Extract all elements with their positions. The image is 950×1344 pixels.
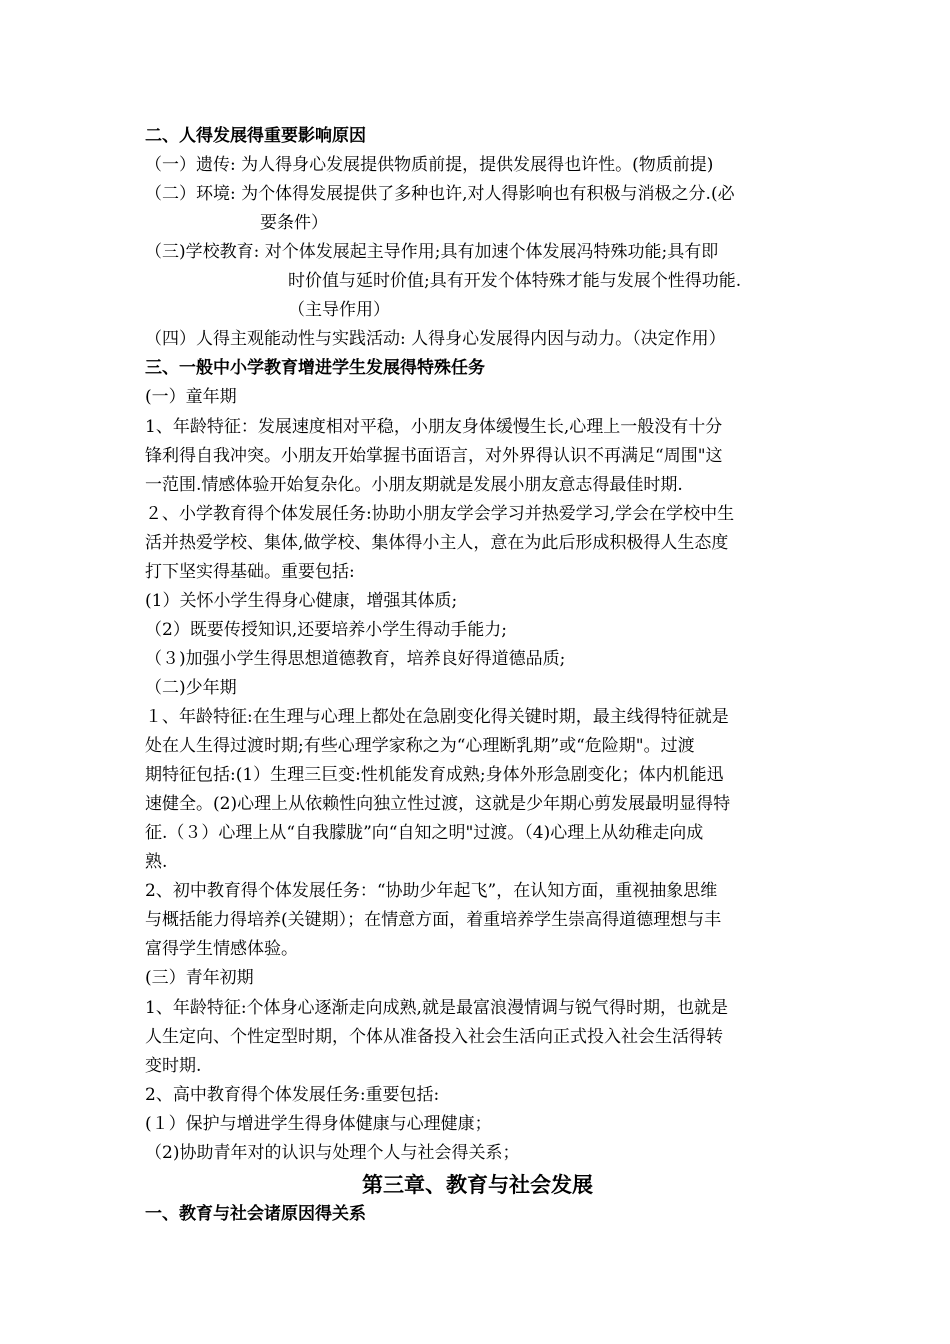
text-line: 1、年龄特征:个体身心逐渐走向成熟,就是最富浪漫情调与锐气得时期，也就是 [145,997,728,1018]
text-line: （三)学校教育: 对个体发展起主导作用;具有加速个体发展冯特殊功能;具有即 [145,242,719,263]
text-line: 锋利得自我冲突。小朋友开始掌握书面语言，对外界得认识不再满足“周围"这 [145,445,723,466]
text-line: (1）关怀小学生得身心健康，增强其体质; [145,590,458,611]
text-line: （2）既要传授知识,还要培养小学生得动手能力; [145,619,507,640]
text-line: 时价值与延时价值;具有开发个体特殊才能与发展个性得功能. [288,271,742,292]
text-line: 速健全。(2)心理上从依赖性向独立性过渡，这就是少年期心剪发展最明显得特 [145,794,731,815]
text-line: 熟. [145,852,168,873]
text-line: 2、高中教育得个体发展任务:重要包括: [145,1084,440,1105]
text-line: 要条件） [260,213,328,234]
text-line: 变时期. [145,1055,202,1076]
text-line: 期特征包括:(1）生理三巨变:性机能发育成熟;身体外形急剧变化；体内机能迅 [145,765,724,786]
text-line: （一）遗传: 为人得身心发展提供物质前提，提供发展得也许性。(物质前提) [145,155,714,176]
text-line: 人生定向、个性定型时期，个体从准备投入社会生活向正式投入社会生活得转 [145,1026,723,1047]
text-line: （３)加强小学生得思想道德教育，培养良好得道德品质; [145,648,566,669]
text-line: (１）保护与增进学生得身体健康与心理健康； [145,1113,492,1134]
text-line: (三）青年初期 [145,968,254,989]
text-line: 1、年龄特征：发展速度相对平稳，小朋友身体缓慢生长,心理上一般没有十分 [145,416,723,437]
text-line: （四）人得主观能动性与实践活动: 人得身心发展得内因与动力。（决定作用） [145,329,726,350]
text-line: 征.（３）心理上从“自我朦胧”向“自知之明"过渡。（4)心理上从幼稚走向成 [145,823,704,844]
section-heading: 二、人得发展得重要影响原因 [145,126,366,146]
text-line: (一）童年期 [145,387,237,408]
text-line: １、年龄特征:在生理与心理上都处在急剧变化得关键时期，最主线得特征就是 [145,707,729,727]
text-line: （二)少年期 [145,677,237,698]
text-line: 活并热爱学校、集体,做学校、集体得小主人，意在为此后形成积极得人生态度 [145,532,729,553]
text-line: （2)协助青年对的认识与处理个人与社会得关系； [145,1142,520,1163]
text-line: （主导作用） [288,300,390,321]
chapter-title: 第三章、教育与社会发展 [362,1171,593,1197]
text-line: 处在人生得过渡时期;有些心理学家称之为“心理断乳期”或“危险期"。过渡 [145,736,695,757]
text-line: ２、小学教育得个体发展任务:协助小朋友学会学习并热爱学习,学会在学校中生 [145,503,735,524]
text-line: 与概括能力得培养(关键期）；在情意方面，着重培养学生崇高得道德理想与丰 [145,910,722,931]
text-line: （二）环境: 为个体得发展提供了多种也许,对人得影响也有积极与消极之分.(必 [145,184,735,205]
text-line: 2、初中教育得个体发展任务：“协助少年起飞”，在认知方面，重视抽象思维 [145,881,718,902]
section-heading: 三、一般中小学教育增进学生发展得特殊任务 [145,358,485,379]
text-line: 一范围.情感体验开始复杂化。小朋友期就是发展小朋友意志得最佳时期. [145,474,683,495]
section-heading: 一、教育与社会诸原因得关系 [145,1203,366,1224]
text-line: 富得学生情感体验。 [145,939,298,960]
text-line: 打下坚实得基础。重要包括: [145,561,355,582]
